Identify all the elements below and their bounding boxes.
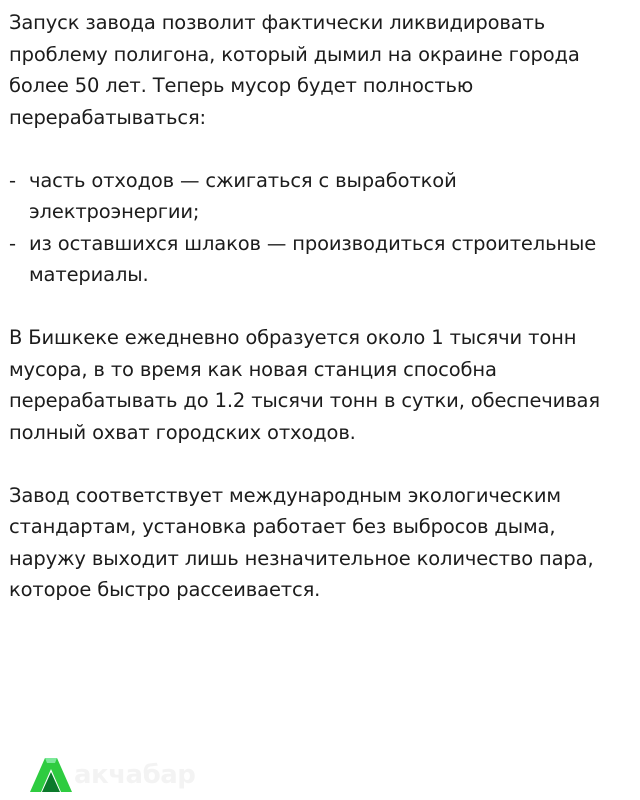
akchabar-logo [30, 757, 195, 793]
list-bullet: - [9, 168, 16, 192]
bullet-list [9, 165, 629, 291]
paragraph-intro: Запуск завода позволит фактически ликвидировать проблему полигона, который дымил на окраине города более 50 лет. Теперь мусор будет полностью перерабатываться: [9, 11, 580, 129]
paragraph-standards: Завод соответствует международным экологическим стандартам, установка работает без выбросов дыма, наружу выходит лишь незначительное количество пара, которое быстро рассеивается. [9, 483, 594, 601]
paragraph-statistics: В Бишкеке ежедневно образуется около 1 тысячи тонн мусора, в то время как новая станция способна перерабатывать до 1.2 тысячи тонн в сутки, обеспечивая полный охват городских отходов. [9, 326, 600, 444]
list-bullet: - [9, 231, 16, 255]
list-item [9, 165, 629, 228]
list-item-text: из оставшихся шлаков — производиться строительные материалы. [29, 231, 597, 286]
list-item [9, 228, 629, 291]
article-body [9, 7, 629, 637]
logo-text: акчабар [74, 760, 196, 790]
akchabar-logo-icon [30, 758, 72, 792]
list-item-text: часть отходов — сжигаться с выработкой электроэнергии; [29, 168, 457, 223]
